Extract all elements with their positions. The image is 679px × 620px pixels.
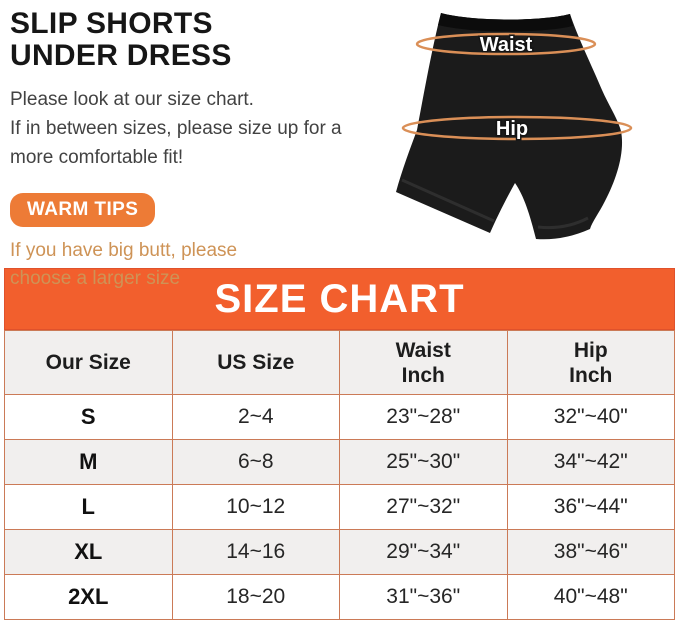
intro-text-block <box>10 8 342 293</box>
cell-our-size: M <box>5 440 173 485</box>
size-chart-table <box>4 330 675 620</box>
cell-waist-inch: 31"~36" <box>340 575 508 620</box>
cell-us-size: 2~4 <box>172 395 340 440</box>
warm-tips-note-line: choose a larger size <box>10 268 181 289</box>
cell-us-size: 18~20 <box>172 575 340 620</box>
page-title-line1: SLIP SHORTS <box>10 7 213 40</box>
cell-us-size: 10~12 <box>172 485 340 530</box>
size-guidance-line: If in between sizes, please size up for a <box>10 118 342 139</box>
cell-hip-inch: 34"~42" <box>507 440 675 485</box>
hip-label: Hip <box>495 118 529 140</box>
cell-our-size: S <box>5 395 173 440</box>
cell-waist-inch: 29"~34" <box>340 530 508 575</box>
table-row-xl <box>5 530 675 575</box>
intro-section <box>0 0 679 289</box>
cell-us-size: 14~16 <box>172 530 340 575</box>
col-header-hip-inch <box>507 331 675 395</box>
col-header-text: Inch <box>569 363 613 387</box>
col-header-waist-inch <box>340 331 508 395</box>
cell-our-size: XL <box>5 530 173 575</box>
cell-us-size: 6~8 <box>172 440 340 485</box>
col-header-text: Waist <box>395 338 451 362</box>
size-guidance-line: more comfortable fit! <box>10 147 184 168</box>
warm-tips-note-line: If you have big butt, please <box>10 240 238 261</box>
cell-waist-inch: 23"~28" <box>340 395 508 440</box>
cell-hip-inch: 38"~46" <box>507 530 675 575</box>
cell-hip-inch: 40"~48" <box>507 575 675 620</box>
warm-tips-note <box>10 237 342 293</box>
table-row-m <box>5 440 675 485</box>
size-guidance-text <box>10 85 342 172</box>
col-header-text: US Size <box>217 351 295 374</box>
shorts-measurement-diagram <box>339 0 679 262</box>
table-row-s <box>5 395 675 440</box>
cell-waist-inch: 27"~32" <box>340 485 508 530</box>
page-title <box>10 8 342 72</box>
waist-label: Waist <box>479 34 533 56</box>
col-header-text: Our Size <box>45 351 131 374</box>
table-row-2xl <box>5 575 675 620</box>
table-row-l <box>5 485 675 530</box>
cell-our-size: L <box>5 485 173 530</box>
col-header-text: Inch <box>401 363 445 387</box>
size-guidance-line: Please look at our size chart. <box>10 89 254 110</box>
cell-hip-inch: 32"~40" <box>507 395 675 440</box>
cell-hip-inch: 36"~44" <box>507 485 675 530</box>
table-header-row <box>5 331 675 395</box>
col-header-us-size <box>172 331 340 395</box>
col-header-text: Hip <box>573 338 608 362</box>
col-header-our-size <box>5 331 173 395</box>
size-chart-banner: SIZE CHART <box>4 268 675 330</box>
cell-waist-inch: 25"~30" <box>340 440 508 485</box>
warm-tips-badge: WARM TIPS <box>10 193 155 227</box>
cell-our-size: 2XL <box>5 575 173 620</box>
page-title-line2: UNDER DRESS <box>10 39 232 72</box>
